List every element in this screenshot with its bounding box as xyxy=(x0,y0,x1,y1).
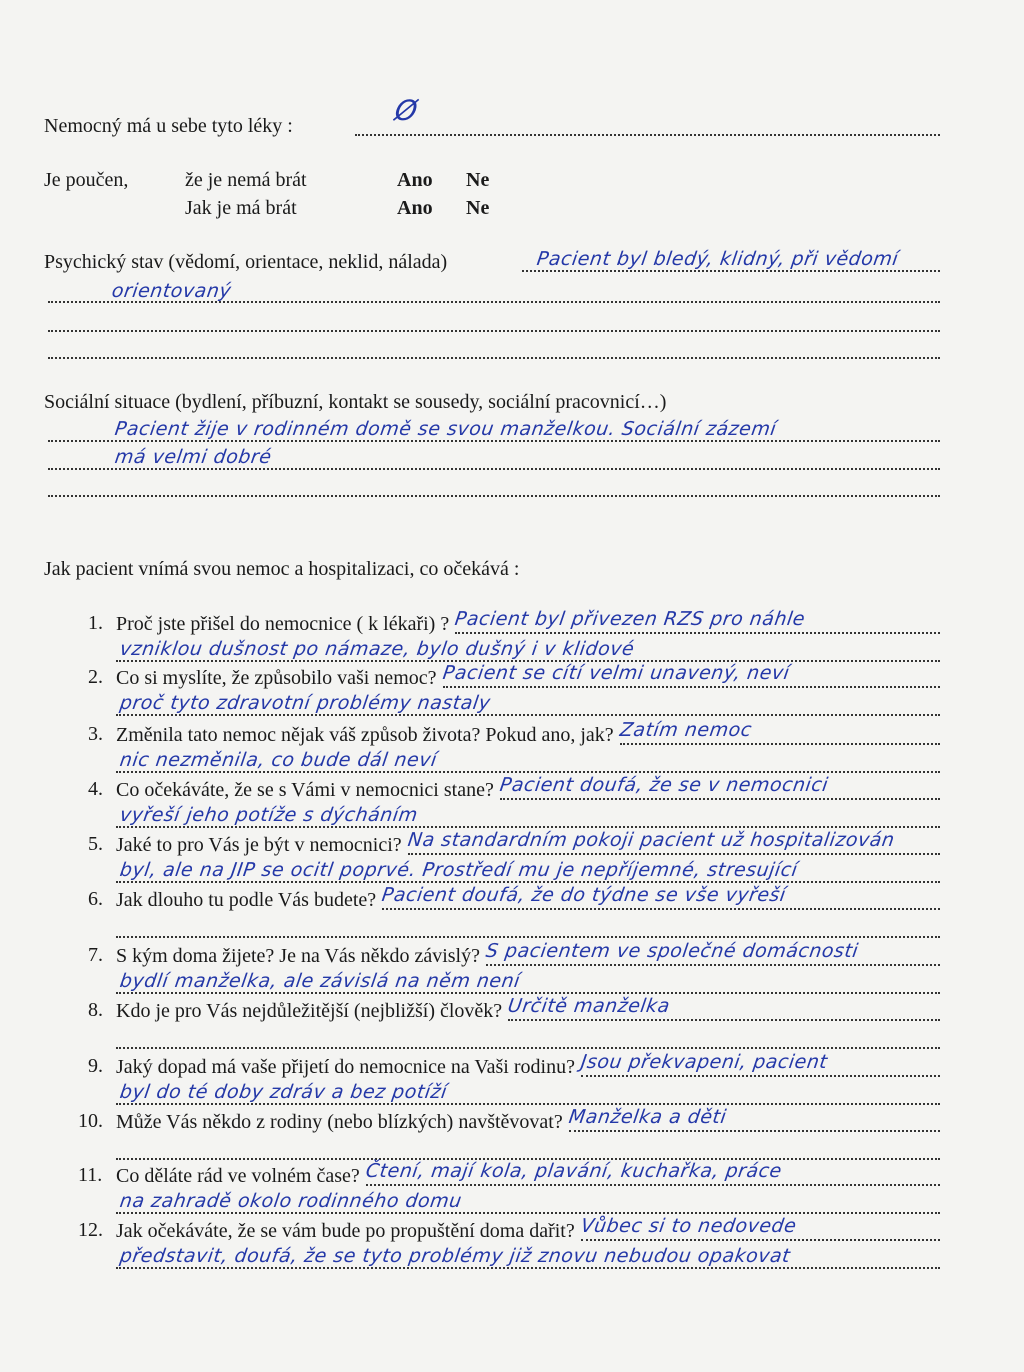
question-number: 6. xyxy=(88,888,103,910)
question-text: Změnila tato nemoc nějak váš způsob života? Pokud ano, jak? xyxy=(116,724,614,746)
question-number: 9. xyxy=(88,1055,103,1077)
answer-text-1: Manželka a děti xyxy=(567,1106,728,1128)
question-text: Proč jste přišel do nemocnice ( k lékaři) ? xyxy=(116,613,450,635)
question-number: 12. xyxy=(78,1219,103,1241)
question-number: 10. xyxy=(78,1110,103,1132)
medications-answer: Ø xyxy=(392,94,420,127)
instructed-label: Je poučen, xyxy=(44,169,129,191)
question-number: 3. xyxy=(88,723,103,745)
social-dots-1 xyxy=(48,440,940,442)
medications-dots xyxy=(355,134,940,136)
psych-answer-2: orientovaný xyxy=(110,280,233,302)
answer-line-1 xyxy=(382,908,940,910)
question-number: 2. xyxy=(88,666,103,688)
question-text: Co si myslíte, že způsobilo vaši nemoc? xyxy=(116,667,437,689)
question-number: 1. xyxy=(88,612,103,634)
psych-dots-4 xyxy=(48,357,940,359)
medications-label: Nemocný má u sebe tyto léky : xyxy=(44,115,293,137)
answer-text-1: S pacientem ve společné domácnosti xyxy=(484,940,860,962)
question-number: 8. xyxy=(88,999,103,1021)
answer-line-1 xyxy=(620,743,940,745)
question-number: 11. xyxy=(78,1164,103,1186)
answer-line-2 xyxy=(116,1103,940,1105)
perception-heading: Jak pacient vnímá svou nemoc a hospitalizaci, co očekává : xyxy=(44,558,520,580)
answer-text-1: Vůbec si to nedovede xyxy=(579,1215,798,1237)
answer-line-2 xyxy=(116,1267,940,1269)
answer-line-1 xyxy=(581,1075,940,1077)
social-label: Sociální situace (bydlení, příbuzní, kontakt se sousedy, sociální pracovnicí…) xyxy=(44,391,667,413)
psych-dots-3 xyxy=(48,330,940,332)
answer-text-2: proč tyto zdravotní problémy nastaly xyxy=(118,692,493,714)
answer-line-2 xyxy=(116,826,940,828)
ano-option-2: Ano xyxy=(397,197,433,219)
answer-text-1: Jsou překvapeni, pacient xyxy=(579,1051,829,1073)
answer-text-1: Pacient doufá, že do týdne se vše vyřeší xyxy=(380,884,788,906)
answer-text-1: Pacient se cítí velmi unavený, neví xyxy=(441,662,792,684)
ano-option-1: Ano xyxy=(397,169,433,191)
question-text: S kým doma žijete? Je na Vás někdo závislý? xyxy=(116,945,480,967)
answer-line-2 xyxy=(116,1212,940,1214)
question-text: Co děláte rád ve volném čase? xyxy=(116,1165,360,1187)
how-take-label: Jak je má brát xyxy=(185,197,297,219)
question-number: 7. xyxy=(88,944,103,966)
social-answer-2: má velmi dobré xyxy=(113,446,274,468)
question-text: Kdo je pro Vás nejdůležitější (nejbližší) člověk? xyxy=(116,1000,503,1022)
answer-text-2: vyřeší jeho potíže s dýcháním xyxy=(118,804,420,826)
question-text: Co očekáváte, že se s Vámi v nemocnici stane? xyxy=(116,779,494,801)
question-text: Jak dlouho tu podle Vás budete? xyxy=(116,889,377,911)
question-number: 5. xyxy=(88,833,103,855)
answer-text-1: Na standardním pokoji pacient už hospitalizován xyxy=(406,829,897,851)
answer-text-1: Pacient byl přivezen RZS pro náhle xyxy=(453,608,807,630)
answer-text-1: Zatím nemoc xyxy=(618,719,754,741)
answer-text-2: vzniklou dušnost po námaze, bylo dušný i v klidové xyxy=(118,638,636,660)
answer-line-2 xyxy=(116,936,940,938)
social-dots-3 xyxy=(48,495,940,497)
psych-label: Psychický stav (vědomí, orientace, neklid, nálada) xyxy=(44,251,448,273)
ne-option-1: Ne xyxy=(466,169,490,191)
answer-line-1 xyxy=(581,1239,940,1241)
answer-line-2 xyxy=(116,1047,940,1049)
answer-line-1 xyxy=(486,964,940,966)
answer-line-1 xyxy=(443,686,940,688)
ne-option-2: Ne xyxy=(466,197,490,219)
answer-line-2 xyxy=(116,714,940,716)
answer-line-1 xyxy=(455,632,940,634)
answer-line-1 xyxy=(569,1130,940,1132)
answer-text-2: představit, doufá, že se tyto problémy již znovu nebudou opakovat xyxy=(118,1245,792,1267)
answer-line-1 xyxy=(366,1184,940,1186)
social-answer-1: Pacient žije v rodinném domě se svou manželkou. Sociální zázemí xyxy=(113,418,778,440)
answer-text-2: nic nezměnila, co bude dál neví xyxy=(118,749,439,771)
answer-text-2: bydlí manželka, ale závislá na něm není xyxy=(118,970,522,992)
question-number: 4. xyxy=(88,778,103,800)
answer-line-2 xyxy=(116,881,940,883)
answer-text-2: byl, ale na JIP se ocitl poprvé. Prostředí mu je nepříjemné, stresující xyxy=(118,859,800,881)
answer-line-1 xyxy=(508,1019,940,1021)
question-text: Jaké to pro Vás je být v nemocnici? xyxy=(116,834,402,856)
answer-text-1: Určitě manželka xyxy=(506,995,672,1017)
psych-answer-1: Pacient byl bledý, klidný, při vědomí xyxy=(535,248,900,270)
answer-line-1 xyxy=(408,853,940,855)
answer-line-2 xyxy=(116,992,940,994)
not-take-label: že je nemá brát xyxy=(185,169,307,191)
answer-text-2: na zahradě okolo rodinného domu xyxy=(118,1190,464,1212)
answer-text-1: Pacient doufá, že se v nemocnici xyxy=(498,774,830,796)
answer-text-2: byl do té doby zdráv a bez potíží xyxy=(118,1081,449,1103)
answer-line-2 xyxy=(116,771,940,773)
question-text: Může Vás někdo z rodiny (nebo blízkých) navštěvovat? xyxy=(116,1111,563,1133)
answer-text-1: Čtení, mají kola, plavání, kuchařka, práce xyxy=(364,1160,784,1182)
social-dots-2 xyxy=(48,468,940,470)
answer-line-1 xyxy=(500,798,940,800)
psych-dots-1 xyxy=(522,270,940,272)
question-text: Jak očekáváte, že se vám bude po propuštění doma dařit? xyxy=(116,1220,575,1242)
question-text: Jaký dopad má vaše přijetí do nemocnice na Vaši rodinu? xyxy=(116,1056,575,1078)
